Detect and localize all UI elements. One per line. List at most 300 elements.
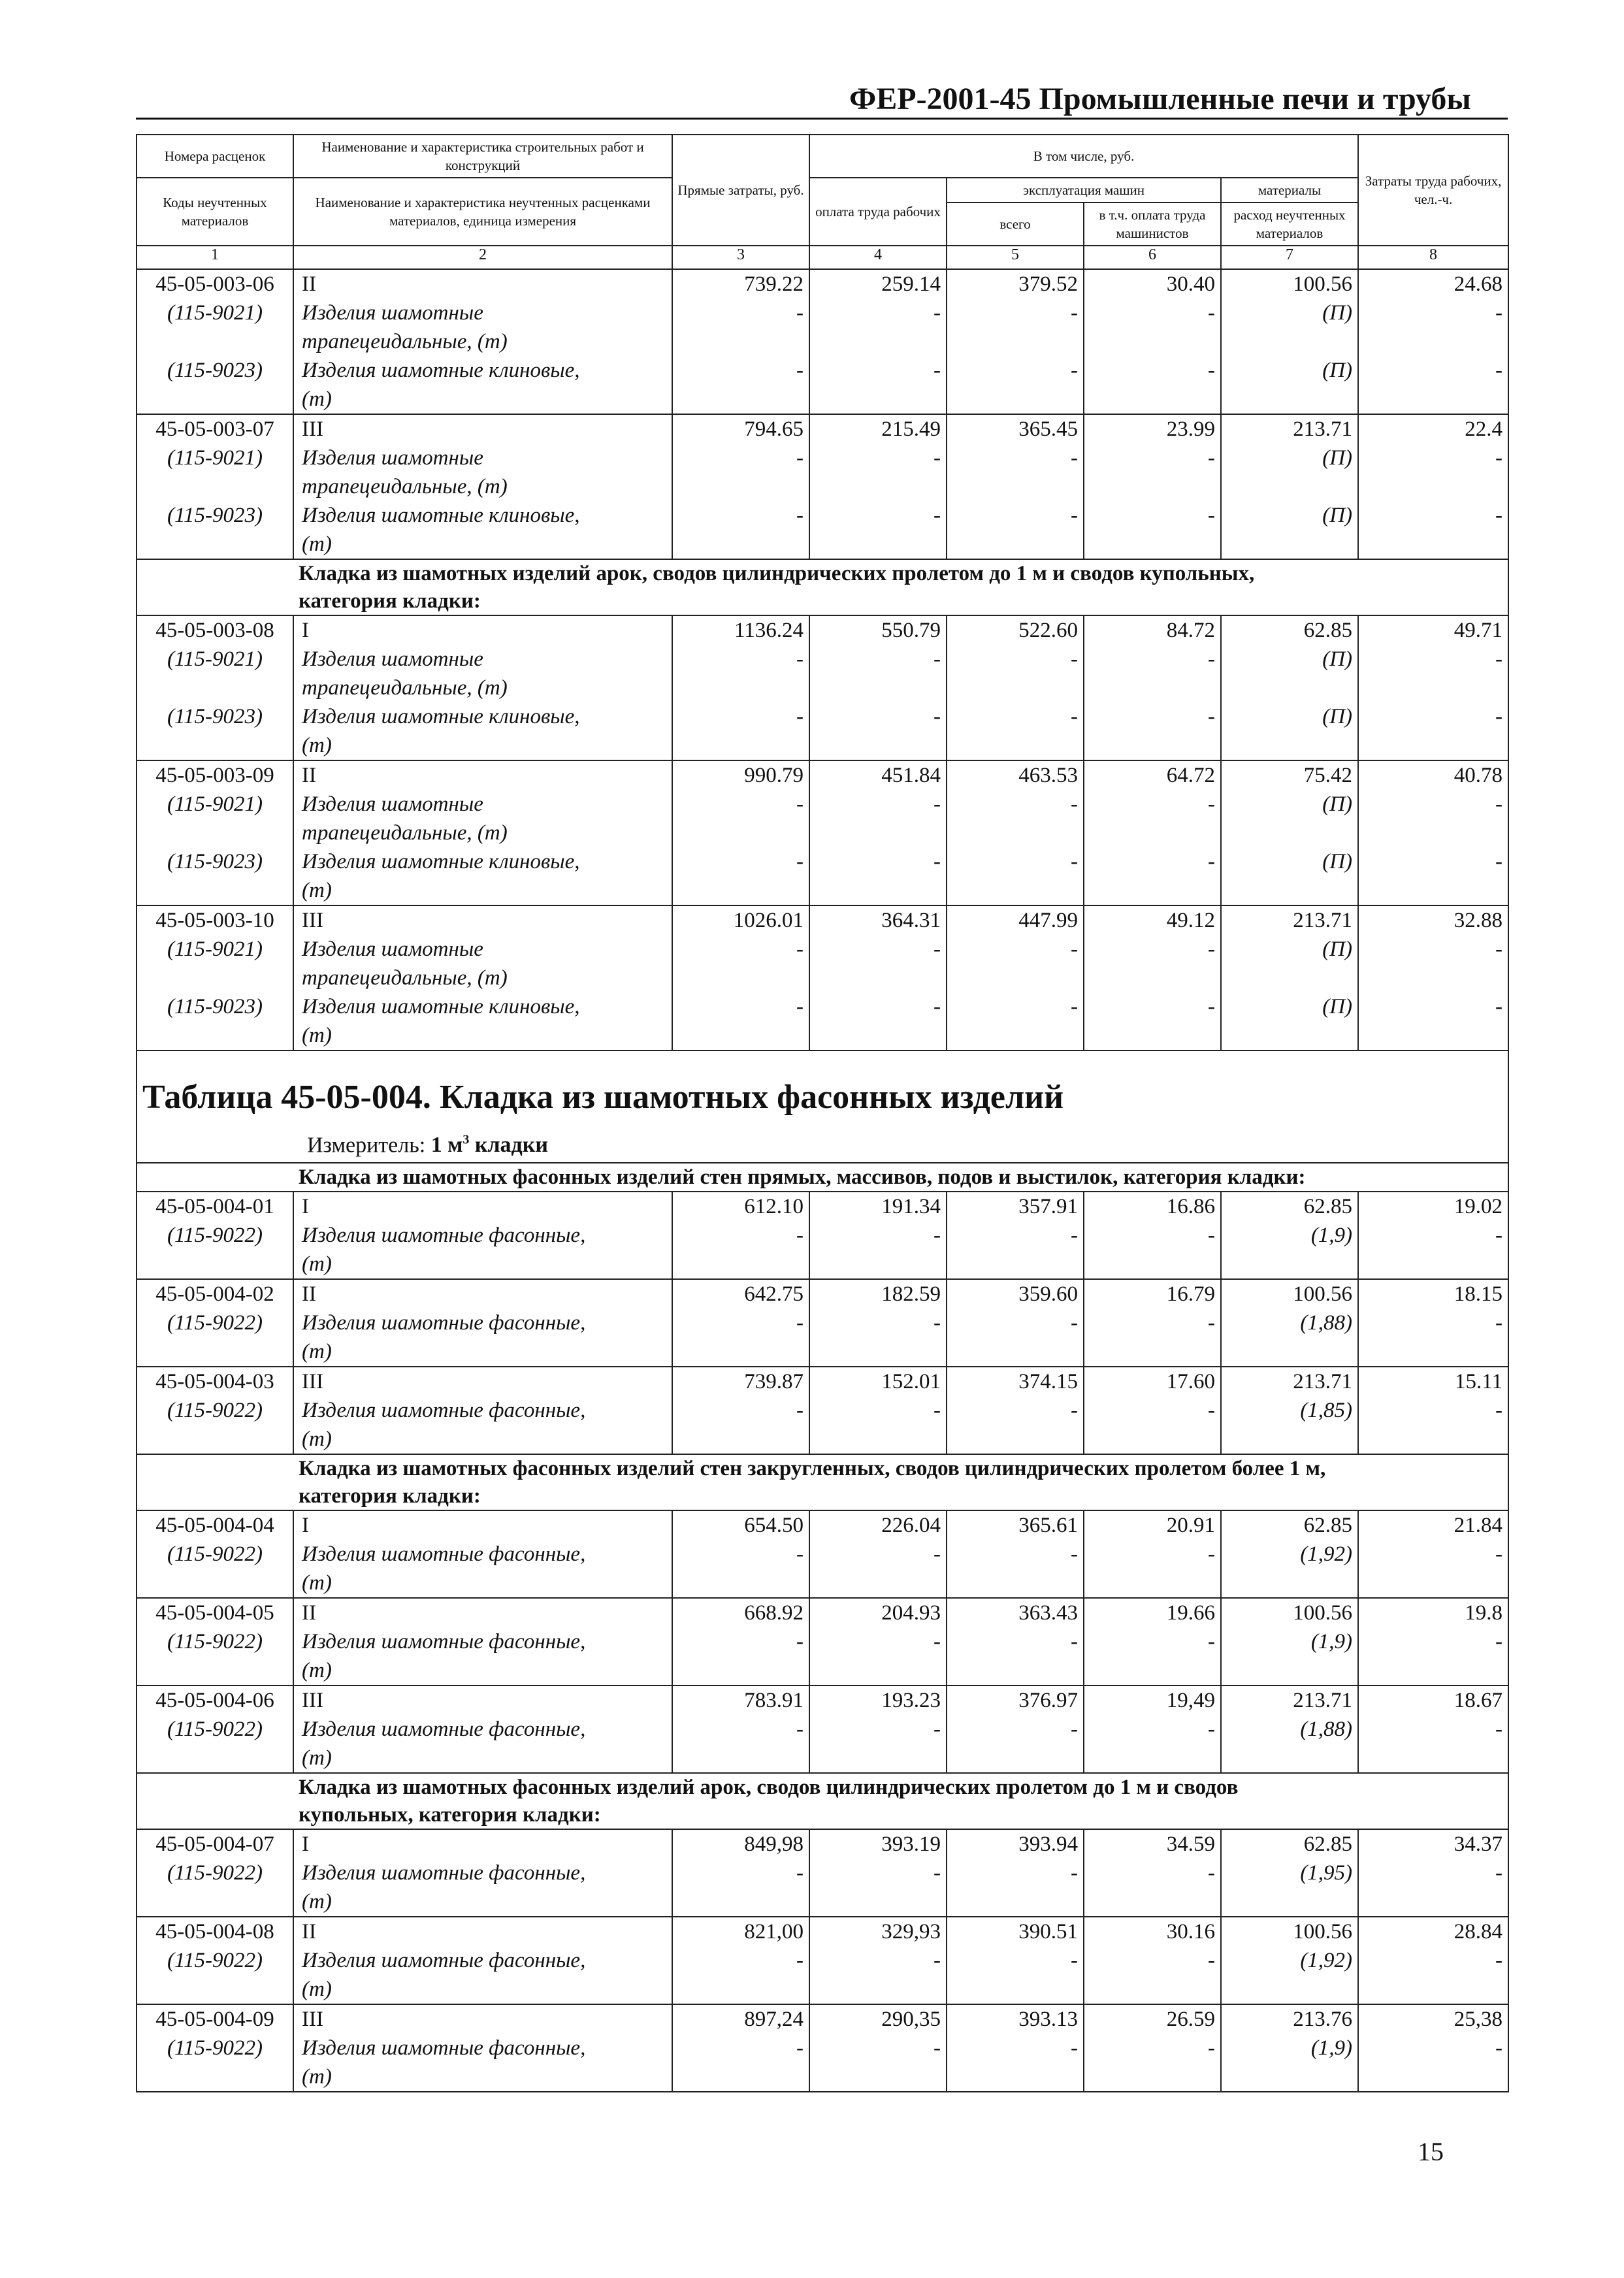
material-value: - [1358, 299, 1508, 327]
material-value: - [1358, 992, 1508, 1021]
material-name: Изделия шамотные фасонные, [293, 1540, 672, 1569]
material-value-cell [672, 1656, 809, 1685]
material-value-cell [809, 1887, 947, 1917]
rate-row [137, 1598, 1508, 1627]
section-heading-row [137, 559, 1508, 615]
rate-row [137, 1917, 1508, 1946]
rate-value: 213.71 [1221, 1685, 1358, 1715]
rate-value: 463.53 [947, 760, 1084, 790]
material-value-cell [947, 731, 1084, 760]
running-header-title: ФЕР-2001-45 Промышленные печи и трубы [849, 82, 1471, 116]
rate-value: 226.04 [809, 1510, 947, 1540]
rate-value: 204.93 [809, 1598, 947, 1627]
material-row [137, 1946, 1508, 1975]
rate-code: 45-05-003-10 [137, 905, 293, 935]
material-code-cell [137, 1425, 293, 1454]
rate-value: 26.59 [1084, 2004, 1221, 2034]
material-value-cell [947, 385, 1084, 414]
material-value: - [809, 299, 947, 327]
material-value-cell [809, 1744, 947, 1773]
material-value-cell [1221, 2062, 1358, 2092]
rate-value: 49.71 [1358, 615, 1508, 645]
material-code: (115-9021) [137, 444, 293, 472]
rate-row [137, 1279, 1508, 1309]
material-value-cell [672, 385, 809, 414]
material-value-cell [809, 1425, 947, 1454]
material-value: - [1084, 1946, 1221, 1975]
material-value: (1,9) [1221, 1221, 1358, 1250]
section-heading [293, 1454, 1508, 1510]
material-value: - [1358, 1946, 1508, 1975]
material-value-cell [809, 385, 947, 414]
section-heading-spacer [137, 1454, 293, 1510]
material-value: - [1084, 847, 1221, 876]
material-value: - [809, 1221, 947, 1250]
material-value-cell [809, 327, 947, 356]
rate-value: 19,49 [1084, 1685, 1221, 1715]
material-value: - [1084, 444, 1221, 472]
material-code: (115-9021) [137, 935, 293, 964]
material-name: Изделия шамотные фасонные, [293, 1946, 672, 1975]
material-value: - [809, 1946, 947, 1975]
material-value: - [1358, 356, 1508, 385]
material-value-cell [672, 327, 809, 356]
material-name: Изделия шамотные [293, 790, 672, 819]
material-value: - [1358, 645, 1508, 674]
material-value: - [1358, 444, 1508, 472]
material-value: - [809, 2034, 947, 2062]
rate-value: 821,00 [672, 1917, 809, 1946]
material-value: - [1358, 1309, 1508, 1337]
material-name-continuation: (т) [293, 1021, 672, 1050]
material-code-cell [137, 1975, 293, 2004]
material-value-cell [809, 819, 947, 847]
material-code: (115-9022) [137, 1221, 293, 1250]
material-row-continuation [137, 1021, 1508, 1050]
section-heading-line: Кладка из шамотных фасонных изделий арок, сводов цилиндрических пролетом до 1 м и сводов [299, 1776, 1239, 1800]
material-value: - [809, 356, 947, 385]
material-value: - [1084, 356, 1221, 385]
rate-value: 22.4 [1358, 414, 1508, 444]
material-value: - [672, 790, 809, 819]
material-value-cell [809, 1975, 947, 2004]
material-code-cell [137, 1656, 293, 1685]
section-heading-spacer [137, 1773, 293, 1829]
material-code-cell [137, 1744, 293, 1773]
material-value-cell [1358, 385, 1508, 414]
material-row [137, 1396, 1508, 1425]
material-value: - [672, 935, 809, 964]
rate-value: 182.59 [809, 1279, 947, 1309]
section-heading-line: Кладка из шамотных фасонных изделий стен закругленных, сводов цилиндрических пролетом более 1 м, [299, 1457, 1326, 1481]
section-heading [293, 1163, 1508, 1192]
material-value-cell [672, 1975, 809, 2004]
material-value-cell [672, 1250, 809, 1279]
rate-value: 612.10 [672, 1192, 809, 1221]
rate-value: 739.22 [672, 269, 809, 299]
material-value: (П) [1221, 645, 1358, 674]
rate-value: 357.91 [947, 1192, 1084, 1221]
material-value: - [672, 1715, 809, 1744]
material-value: - [672, 2034, 809, 2062]
rate-value: 393.19 [809, 1829, 947, 1859]
material-value: - [947, 645, 1084, 674]
column-number: 8 [1358, 246, 1508, 269]
material-value: (1,9) [1221, 2034, 1358, 2062]
material-value: - [1084, 1221, 1221, 1250]
material-value-cell [947, 819, 1084, 847]
rate-row [137, 269, 1508, 299]
material-value-cell [947, 472, 1084, 501]
material-name: Изделия шамотные фасонные, [293, 1396, 672, 1425]
rate-value: 34.37 [1358, 1829, 1508, 1859]
col-direct-costs-header: Прямые затраты, руб. [672, 135, 809, 246]
rate-row [137, 760, 1508, 790]
rate-code: 45-05-004-09 [137, 2004, 293, 2034]
column-number: 7 [1221, 246, 1358, 269]
material-row-continuation [137, 385, 1508, 414]
masonry-category: I [293, 1829, 672, 1859]
material-row [137, 501, 1508, 530]
material-value-cell [672, 1021, 809, 1050]
rate-value: 393.13 [947, 2004, 1084, 2034]
material-code: (115-9022) [137, 1715, 293, 1744]
rate-code: 45-05-004-01 [137, 1192, 293, 1221]
rate-value: 84.72 [1084, 615, 1221, 645]
material-value: (П) [1221, 847, 1358, 876]
rate-value: 213.71 [1221, 1367, 1358, 1396]
column-numbers-row [137, 246, 1508, 269]
section-heading-line: категория кладки: [299, 589, 481, 613]
rate-value: 19.66 [1084, 1598, 1221, 1627]
material-value: (1,95) [1221, 1859, 1358, 1887]
material-code: (115-9022) [137, 1396, 293, 1425]
price-table [136, 134, 1509, 2092]
material-value: (П) [1221, 299, 1358, 327]
material-value: - [809, 992, 947, 1021]
section-heading-row [137, 1163, 1508, 1192]
material-value-cell [947, 530, 1084, 559]
material-value-cell [672, 1337, 809, 1367]
material-name: Изделия шамотные фасонные, [293, 1627, 672, 1656]
material-value-cell [1358, 1887, 1508, 1917]
material-row [137, 356, 1508, 385]
material-value-cell [1084, 2062, 1221, 2092]
material-value-cell [1084, 530, 1221, 559]
rate-value: 374.15 [947, 1367, 1084, 1396]
material-value: - [672, 1540, 809, 1569]
rate-code: 45-05-004-02 [137, 1279, 293, 1309]
material-value-cell [947, 1975, 1084, 2004]
material-value: - [1084, 1540, 1221, 1569]
col-material-codes-header: Коды неучтенных материалов [137, 178, 293, 246]
rate-value: 15.11 [1358, 1367, 1508, 1396]
material-value: (П) [1221, 790, 1358, 819]
masonry-category: I [293, 615, 672, 645]
material-value-cell [1221, 1975, 1358, 2004]
material-value-cell [1358, 472, 1508, 501]
material-value: - [1358, 1627, 1508, 1656]
material-value-cell [1221, 1569, 1358, 1598]
material-value: - [1358, 1221, 1508, 1250]
material-row [137, 992, 1508, 1021]
material-value: - [1084, 935, 1221, 964]
material-value-cell [947, 2062, 1084, 2092]
material-value-cell [809, 964, 947, 992]
material-value: - [1358, 1859, 1508, 1887]
material-row-continuation [137, 876, 1508, 905]
material-row [137, 2034, 1508, 2062]
material-value: - [1358, 2034, 1508, 2062]
material-row [137, 1540, 1508, 1569]
material-value: - [947, 2034, 1084, 2062]
material-value: - [1084, 992, 1221, 1021]
rate-value: 550.79 [809, 615, 947, 645]
material-value: - [809, 444, 947, 472]
rate-value: 359.60 [947, 1279, 1084, 1309]
material-value: - [947, 356, 1084, 385]
material-value-cell [809, 2062, 947, 2092]
rate-value: 193.23 [809, 1685, 947, 1715]
material-row-continuation [137, 530, 1508, 559]
material-value-cell [947, 674, 1084, 702]
rate-value: 365.45 [947, 414, 1084, 444]
material-value: - [1358, 935, 1508, 964]
material-value-cell [947, 1021, 1084, 1050]
material-value-cell [1358, 1569, 1508, 1598]
material-name-continuation: трапецеидальные, (т) [293, 964, 672, 992]
masonry-category: II [293, 1917, 672, 1946]
material-value-cell [672, 472, 809, 501]
col-including-header: В том числе, руб. [809, 135, 1358, 178]
column-number: 1 [137, 246, 293, 269]
rate-row [137, 1192, 1508, 1221]
material-code-cell [137, 1887, 293, 1917]
material-code-cell [137, 1569, 293, 1598]
material-value-cell [672, 964, 809, 992]
material-value: - [672, 1859, 809, 1887]
material-name-continuation: (т) [293, 385, 672, 414]
material-value-cell [1221, 674, 1358, 702]
material-row [137, 935, 1508, 964]
rate-value: 17.60 [1084, 1367, 1221, 1396]
col-machines-header: эксплуатация машин [947, 178, 1221, 203]
material-value-cell [947, 1656, 1084, 1685]
material-value-cell [672, 1887, 809, 1917]
price-table-page [136, 134, 1508, 2092]
col-labor-pay-header: оплата труда рабочих [809, 178, 947, 246]
section-heading-line: Кладка из шамотных фасонных изделий стен прямых, массивов, подов и выстилок, категория кладки: [299, 1165, 1306, 1190]
material-value-cell [1084, 1887, 1221, 1917]
material-value-cell [1221, 1337, 1358, 1367]
measure-superscript: 3 [463, 1133, 470, 1147]
material-value-cell [809, 1021, 947, 1050]
material-value-cell [947, 964, 1084, 992]
rate-code: 45-05-004-04 [137, 1510, 293, 1540]
material-value-cell [1221, 731, 1358, 760]
rate-value: 75.42 [1221, 760, 1358, 790]
material-value: (П) [1221, 501, 1358, 530]
material-value: - [947, 1859, 1084, 1887]
material-value: - [672, 1946, 809, 1975]
material-value-cell [1084, 1656, 1221, 1685]
material-value-cell [672, 1569, 809, 1598]
material-value-cell [672, 674, 809, 702]
material-value-cell [1084, 1569, 1221, 1598]
material-value: - [672, 702, 809, 731]
material-value: - [809, 935, 947, 964]
col-operators-pay-header: в т.ч. оплата труда машинистов [1084, 203, 1221, 246]
material-name-continuation: (т) [293, 1425, 672, 1454]
rate-row [137, 414, 1508, 444]
material-name-continuation: (т) [293, 2062, 672, 2092]
section-heading-line: Кладка из шамотных изделий арок, сводов цилиндрических пролетом до 1 м и сводов купольных, [299, 562, 1255, 585]
section-heading [293, 1773, 1508, 1829]
material-value-cell [1358, 876, 1508, 905]
material-value: - [809, 1396, 947, 1425]
material-value: - [672, 1627, 809, 1656]
material-name: Изделия шамотные фасонные, [293, 1859, 672, 1887]
material-value: - [947, 1946, 1084, 1975]
header-rule [136, 118, 1508, 120]
material-value-cell [1084, 472, 1221, 501]
rate-value: 62.85 [1221, 1510, 1358, 1540]
column-number: 6 [1084, 246, 1221, 269]
material-value-cell [1358, 1744, 1508, 1773]
material-value: - [809, 702, 947, 731]
material-value: - [1084, 1715, 1221, 1744]
material-value-cell [809, 1656, 947, 1685]
material-code-cell [137, 530, 293, 559]
material-code-cell [137, 819, 293, 847]
material-value: (П) [1221, 992, 1358, 1021]
material-value-cell [947, 1337, 1084, 1367]
material-value-cell [1084, 1021, 1221, 1050]
material-value-cell [1084, 876, 1221, 905]
rate-value: 213.71 [1221, 414, 1358, 444]
rate-value: 213.71 [1221, 905, 1358, 935]
material-name: Изделия шамотные фасонные, [293, 2034, 672, 2062]
material-value-cell [1358, 731, 1508, 760]
material-row-continuation [137, 1425, 1508, 1454]
material-name: Изделия шамотные [293, 444, 672, 472]
rate-value: 49.12 [1084, 905, 1221, 935]
rate-value: 290,35 [809, 2004, 947, 2034]
material-row [137, 645, 1508, 674]
material-name: Изделия шамотные клиновые, [293, 356, 672, 385]
masonry-category: III [293, 1367, 672, 1396]
material-code-cell [137, 674, 293, 702]
masonry-category: II [293, 760, 672, 790]
material-code-cell [137, 731, 293, 760]
material-value-cell [1358, 1021, 1508, 1050]
rate-value: 19.02 [1358, 1192, 1508, 1221]
material-code: (115-9023) [137, 847, 293, 876]
material-value: - [672, 299, 809, 327]
material-value: - [809, 847, 947, 876]
material-value-cell [809, 1569, 947, 1598]
material-value: - [1358, 702, 1508, 731]
material-value-cell [1221, 385, 1358, 414]
material-name-continuation: (т) [293, 530, 672, 559]
rate-value: 100.56 [1221, 269, 1358, 299]
material-value: - [947, 501, 1084, 530]
material-value-cell [1221, 1656, 1358, 1685]
material-value: - [947, 1715, 1084, 1744]
material-row-continuation [137, 1250, 1508, 1279]
section-heading-row [137, 1454, 1508, 1510]
rate-value: 64.72 [1084, 760, 1221, 790]
material-code-cell [137, 964, 293, 992]
rate-code: 45-05-003-09 [137, 760, 293, 790]
material-row-continuation [137, 1569, 1508, 1598]
rate-code: 45-05-004-03 [137, 1367, 293, 1396]
masonry-category: III [293, 414, 672, 444]
material-value-cell [1084, 674, 1221, 702]
material-value-cell [1221, 876, 1358, 905]
material-value-cell [1084, 1337, 1221, 1367]
material-value: - [947, 790, 1084, 819]
material-value: - [947, 1396, 1084, 1425]
rate-value: 794.65 [672, 414, 809, 444]
rate-value: 849,98 [672, 1829, 809, 1859]
material-value: - [1358, 1715, 1508, 1744]
rate-row [137, 615, 1508, 645]
material-code-cell [137, 1250, 293, 1279]
material-row [137, 444, 1508, 472]
material-name: Изделия шамотные клиновые, [293, 992, 672, 1021]
material-value-cell [1358, 530, 1508, 559]
material-value-cell [1221, 964, 1358, 992]
material-name-continuation: (т) [293, 1975, 672, 2004]
rate-value: 451.84 [809, 760, 947, 790]
material-value-cell [1084, 1744, 1221, 1773]
rate-value: 28.84 [1358, 1917, 1508, 1946]
header-row-2 [137, 178, 1508, 203]
rate-value: 393.94 [947, 1829, 1084, 1859]
material-value: - [1084, 1396, 1221, 1425]
page-number: 15 [1418, 2137, 1444, 2166]
rate-code: 45-05-004-07 [137, 1829, 293, 1859]
measure-unit [137, 1126, 1508, 1162]
material-row-continuation [137, 674, 1508, 702]
material-value-cell [672, 2062, 809, 2092]
rate-row [137, 1685, 1508, 1715]
material-code: (115-9023) [137, 992, 293, 1021]
material-value-cell [1358, 1337, 1508, 1367]
material-value-cell [1358, 2062, 1508, 2092]
material-value-cell [809, 472, 947, 501]
material-value: - [1358, 847, 1508, 876]
material-code: (115-9023) [137, 702, 293, 731]
rate-row [137, 905, 1508, 935]
material-code: (115-9023) [137, 356, 293, 385]
material-value: (1,85) [1221, 1396, 1358, 1425]
rate-value: 100.56 [1221, 1917, 1358, 1946]
material-value: - [947, 702, 1084, 731]
material-value: - [672, 356, 809, 385]
material-code-cell [137, 1337, 293, 1367]
rate-value: 18.15 [1358, 1279, 1508, 1309]
material-value: (П) [1221, 935, 1358, 964]
material-value: - [809, 1540, 947, 1569]
rate-value: 990.79 [672, 760, 809, 790]
masonry-category: III [293, 2004, 672, 2034]
material-value-cell [1221, 1744, 1358, 1773]
rate-code: 45-05-004-06 [137, 1685, 293, 1715]
material-row [137, 1715, 1508, 1744]
material-value: - [1084, 501, 1221, 530]
